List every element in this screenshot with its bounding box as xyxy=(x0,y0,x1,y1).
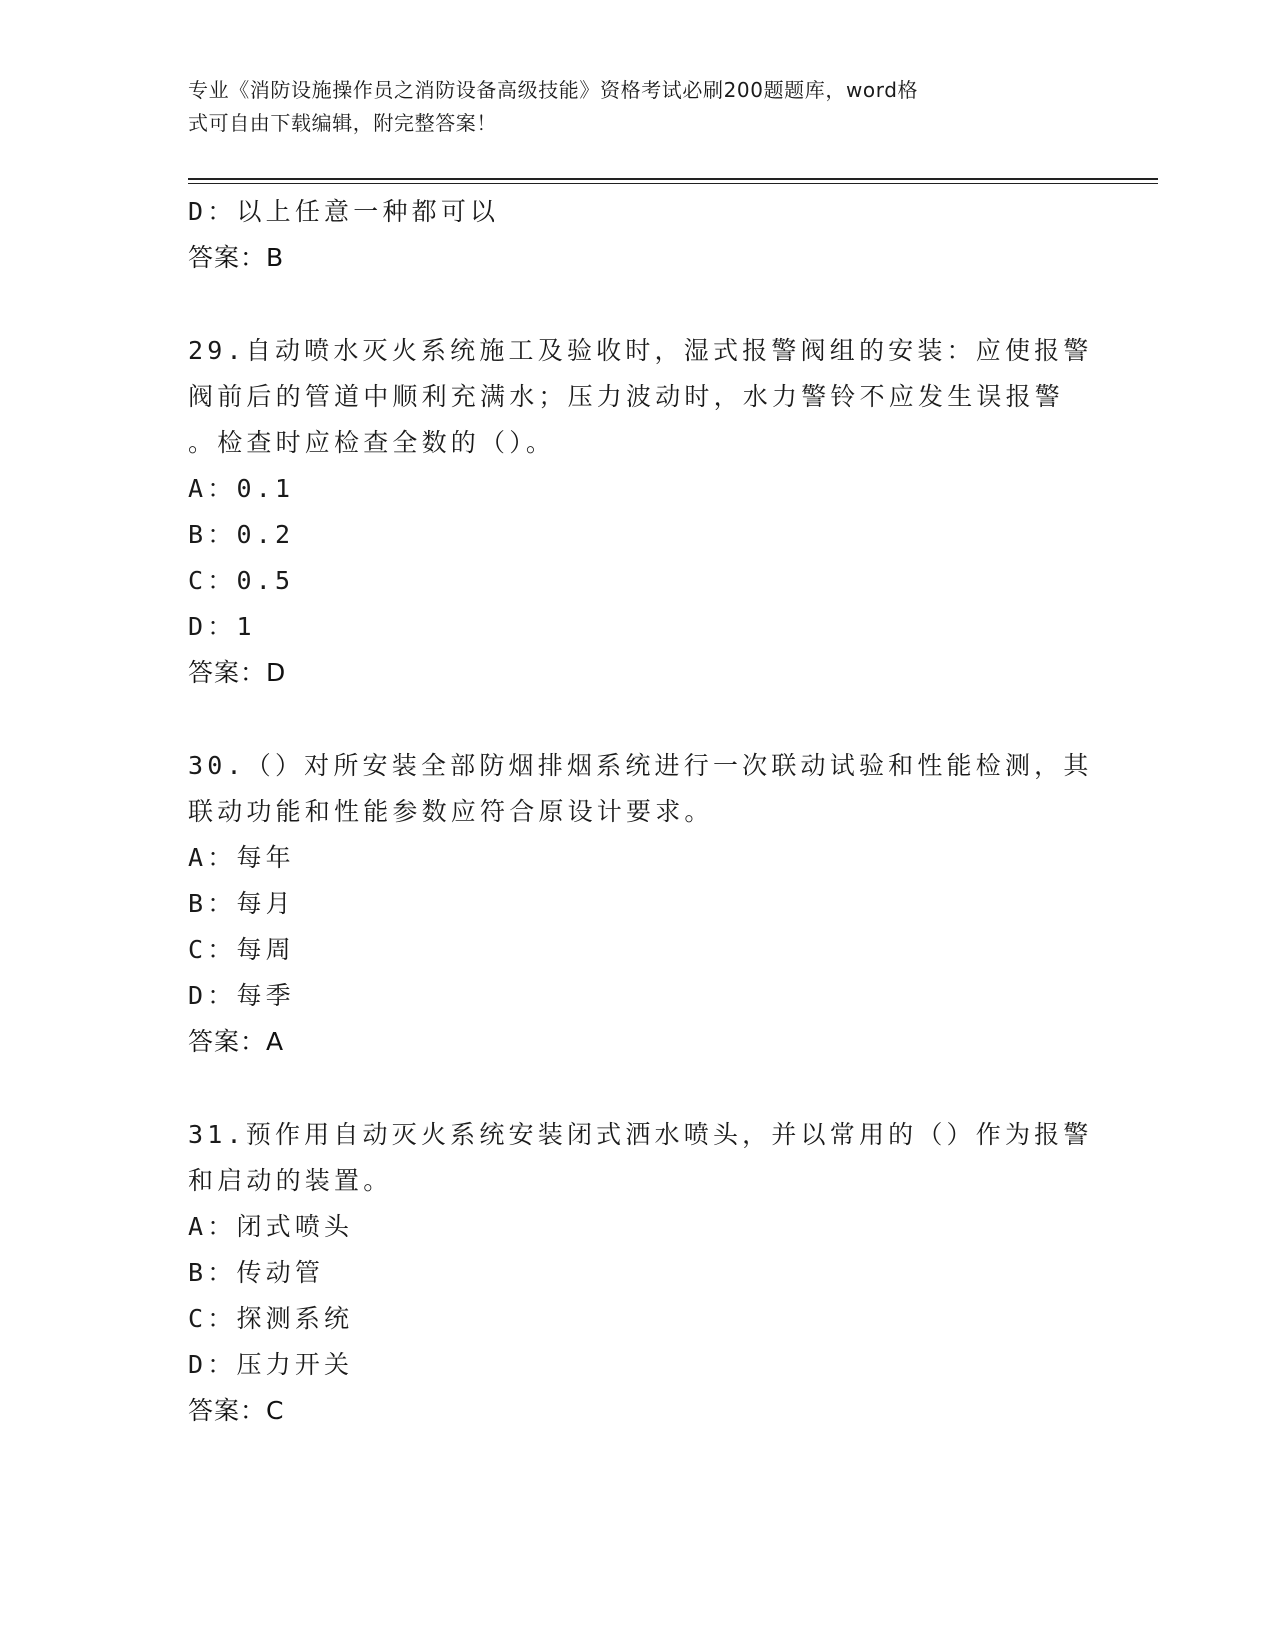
option-d: D：压力开关 xyxy=(188,1350,354,1379)
header-divider-thick xyxy=(188,178,1158,180)
option-b: B：传动管 xyxy=(188,1258,325,1287)
question-stem-line: 联动功能和性能参数应符合原设计要求。 xyxy=(188,797,714,826)
option-c: C：探测系统 xyxy=(188,1304,354,1333)
option-a: A：0.1 xyxy=(188,474,295,503)
question-stem-line: 29.自动喷水灭火系统施工及验收时，湿式报警阀组的安装：应使报警 xyxy=(188,336,1093,365)
question-stem-line: 。检查时应检查全数的（）。 xyxy=(188,428,556,457)
option-d: D：每季 xyxy=(188,981,295,1010)
question-29 xyxy=(188,328,1093,696)
option-c: C：0.5 xyxy=(188,566,295,595)
option-d: D：1 xyxy=(188,612,256,641)
answer-line: 答案：A xyxy=(188,1027,285,1056)
question-31 xyxy=(188,1112,1093,1434)
question-stem-line: 31.预作用自动灭火系统安装闭式洒水喷头，并以常用的（）作为报警 xyxy=(188,1120,1093,1149)
header-title-line-1: 专业《消防设施操作员之消防设备高级技能》资格考试必刷200题题库，word格 xyxy=(188,78,919,102)
option-a: A：每年 xyxy=(188,843,295,872)
answer-line: 答案：D xyxy=(188,658,287,687)
header-title-line-2: 式可自由下载编辑，附完整答案！ xyxy=(188,111,497,135)
option-b: B：0.2 xyxy=(188,520,295,549)
option-b: B：每月 xyxy=(188,889,295,918)
header-divider-thin xyxy=(188,183,1158,184)
option-d: D：以上任意一种都可以 xyxy=(188,197,500,226)
answer-line: 答案：B xyxy=(188,243,285,272)
question-30 xyxy=(188,743,1093,1065)
question-stem-line: 30.（）对所安装全部防烟排烟系统进行一次联动试验和性能检测，其 xyxy=(188,751,1093,780)
option-a: A：闭式喷头 xyxy=(188,1212,354,1241)
question-list xyxy=(188,189,1093,1434)
question-stem-line: 阀前后的管道中顺利充满水；压力波动时，水力警铃不应发生误报警 xyxy=(188,382,1065,411)
option-c: C：每周 xyxy=(188,935,295,964)
previous-question-tail xyxy=(188,189,1088,281)
answer-line: 答案：C xyxy=(188,1396,285,1425)
question-stem-line: 和启动的装置。 xyxy=(188,1166,393,1195)
document-header xyxy=(188,74,1068,140)
